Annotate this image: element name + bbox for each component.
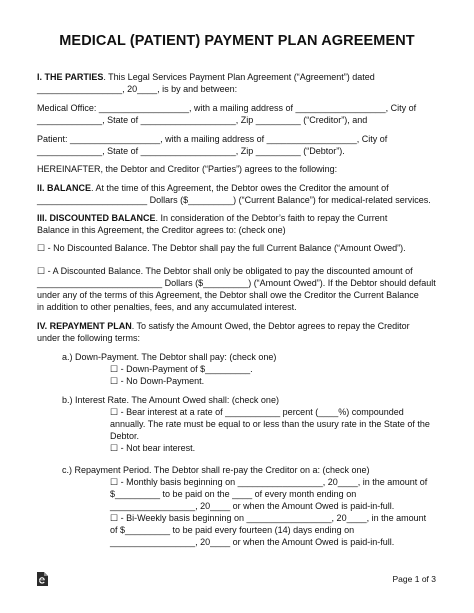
discounted-line2: Balance in this Agreement, the Creditor agrees to: (check one): [37, 225, 286, 235]
biweekly-option-line3: _________________, 20____ or when the Amount Owed is paid-in-full.: [110, 537, 395, 547]
balance-text: . At the time of this Agreement, the Debtor owes the Creditor the amount of: [91, 183, 389, 193]
parties-heading: I. THE PARTIES: [37, 72, 104, 82]
parties-text: . This Legal Services Payment Plan Agreement (“Agreement”) dated: [103, 72, 375, 82]
monthly-option-line1[interactable]: ☐ - Monthly basis beginning on _________________, 20____, in the amount of: [110, 477, 428, 487]
medical-office-line2: _____________, State of ___________________, Zip _________ (“Creditor”), and: [37, 115, 368, 125]
parties-paragraph-line1: [37, 72, 447, 83]
patient-line1: Patient: __________________, with a mailing address of __________________, City of: [37, 134, 388, 144]
patient-line2: _____________, State of ___________________, Zip _________ (“Debtor”).: [37, 146, 345, 156]
repayment-line2: under the following terms:: [37, 333, 141, 343]
no-down-payment-option[interactable]: ☐ - No Down-Payment.: [110, 376, 205, 386]
monthly-option-line2: $_________ to be paid on the ____ of every month ending on: [110, 489, 357, 499]
discount-option-line1[interactable]: ☐ - A Discounted Balance. The Debtor shall only be obligated to pay the discounted amount of: [37, 266, 413, 276]
page-number: Page 1 of 3: [392, 574, 436, 584]
bear-interest-option-line2: annually. The rate must be equal to or less than the usury rate in the State of the: [110, 419, 430, 429]
balance-heading: II. BALANCE: [37, 183, 91, 193]
balance-line2: ______________________ Dollars ($_________) (“Current Balance”) for medical-related services.: [37, 195, 431, 205]
biweekly-option-line2: of $_________ to be paid every fourteen (14) days ending on: [110, 525, 355, 535]
bear-interest-option-line3: Debtor.: [110, 431, 140, 441]
repayment-text: . To satisfy the Amount Owed, the Debtor agrees to repay the Creditor: [131, 321, 410, 331]
discount-option-line3: under any of the terms of this Agreement, the Debtor shall owe the Creditor the Current Balance: [37, 290, 419, 300]
hereinafter-line: HEREINAFTER, the Debtor and Creditor (“Parties”) agrees to the following:: [37, 164, 338, 174]
repayment-period-title: c.) Repayment Period. The Debtor shall re-pay the Creditor on a: (check one): [62, 465, 370, 475]
no-discount-option[interactable]: ☐ - No Discounted Balance. The Debtor shall pay the full Current Balance (“Amount Owed”).: [37, 243, 406, 253]
balance-line1: [37, 183, 447, 194]
discounted-text: . In consideration of the Debtor’s faith to repay the Current: [155, 213, 388, 223]
interest-rate-title: b.) Interest Rate. The Amount Owed shall: (check one): [62, 395, 279, 405]
bear-interest-option-line1[interactable]: ☐ - Bear interest at a rate of ___________ percent (____%) compounded: [110, 407, 404, 417]
no-interest-option[interactable]: ☐ - Not bear interest.: [110, 443, 196, 453]
document-title: MEDICAL (PATIENT) PAYMENT PLAN AGREEMENT: [59, 33, 415, 49]
discount-option-line4: in addition to other penalties, fees, and any accumulated interest.: [37, 302, 297, 312]
parties-paragraph-line2: _________________, 20____, is by and between:: [37, 84, 238, 94]
monthly-option-line3: _________________, 20____ or when the Amount Owed is paid-in-full.: [110, 501, 395, 511]
down-payment-title: a.) Down-Payment. The Debtor shall pay: (check one): [62, 352, 277, 362]
biweekly-option-line1[interactable]: ☐ - Bi-Weekly basis beginning on _________________, 20____, in the amount: [110, 513, 427, 523]
eforms-logo-icon: [36, 572, 48, 586]
down-payment-option[interactable]: ☐ - Down-Payment of $_________.: [110, 364, 253, 374]
discounted-heading: III. DISCOUNTED BALANCE: [37, 213, 156, 223]
discount-option-line2: _________________________ Dollars ($_________) (“Amount Owed”). If the Debtor should default: [37, 278, 436, 288]
repayment-heading: IV. REPAYMENT PLAN: [37, 321, 132, 331]
discounted-line1: [37, 213, 447, 224]
repayment-line1: [37, 321, 447, 332]
medical-office-line1: Medical Office: __________________, with a mailing address of __________________, City of: [37, 103, 417, 113]
